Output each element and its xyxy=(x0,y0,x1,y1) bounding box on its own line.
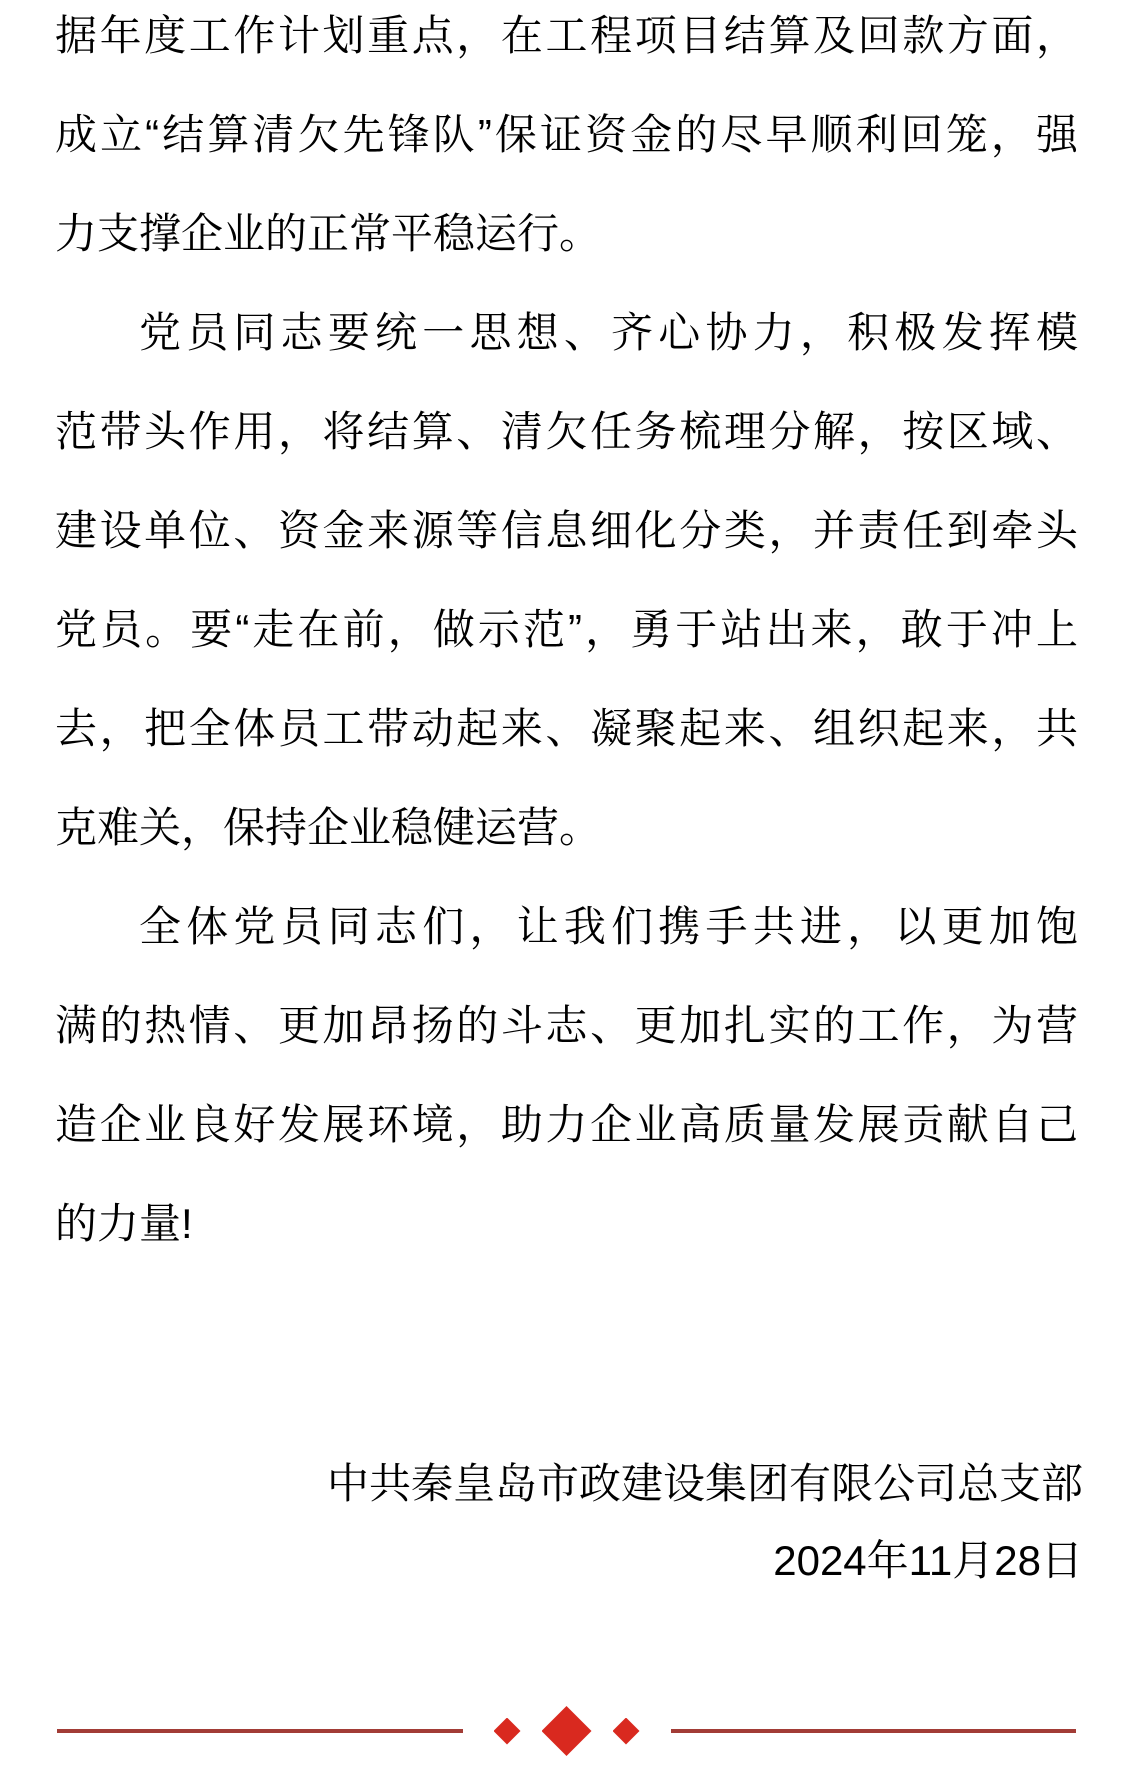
article-line: 范带头作用，将结算、清欠任务梳理分解，按区域、 xyxy=(55,408,1078,455)
diamond-small-icon xyxy=(494,1718,521,1745)
article-line: 力支撑企业的正常平稳运行。 xyxy=(55,210,602,257)
article-line: 党员同志要统一思想、齐心协力，积极发挥模 xyxy=(139,309,1078,356)
article-line: 成立“结算清欠先锋队”保证资金的尽早顺利回笼，强 xyxy=(55,111,1078,158)
signature-block xyxy=(0,1445,1133,1599)
paragraph xyxy=(55,877,1078,1273)
diamond-large-icon xyxy=(542,1706,592,1756)
article-line: 去，把全体员工带动起来、凝聚起来、组织起来，共 xyxy=(55,705,1078,752)
divider-line-left xyxy=(57,1729,463,1733)
footer-divider xyxy=(57,1706,1076,1756)
signature-date: 2024年11月28日 xyxy=(773,1537,1083,1584)
article-line: 全体党员同志们，让我们携手共进，以更加饱 xyxy=(139,903,1078,950)
article-line: 建设单位、资金来源等信息细化分类，并责任到牵头 xyxy=(55,507,1078,554)
article-line: 党员。要“走在前，做示范”，勇于站出来，敢于冲上 xyxy=(55,606,1078,653)
article-line: 造企业良好发展环境，助力企业高质量发展贡献自己 xyxy=(55,1101,1078,1148)
diamond-ornament xyxy=(494,1706,640,1756)
paragraph xyxy=(55,0,1078,283)
article-line: 克难关，保持企业稳健运营。 xyxy=(55,804,602,851)
paragraph xyxy=(55,283,1078,877)
article-line: 满的热情、更加昂扬的斗志、更加扎实的工作，为营 xyxy=(55,1002,1078,1049)
divider-line-right xyxy=(671,1729,1077,1733)
signature-organization: 中共秦皇岛市政建设集团有限公司总支部 xyxy=(326,1460,1083,1507)
article-line: 的力量! xyxy=(55,1200,193,1247)
article-line: 据年度工作计划重点，在工程项目结算及回款方面， xyxy=(55,12,1078,59)
diamond-small-icon xyxy=(613,1718,640,1745)
